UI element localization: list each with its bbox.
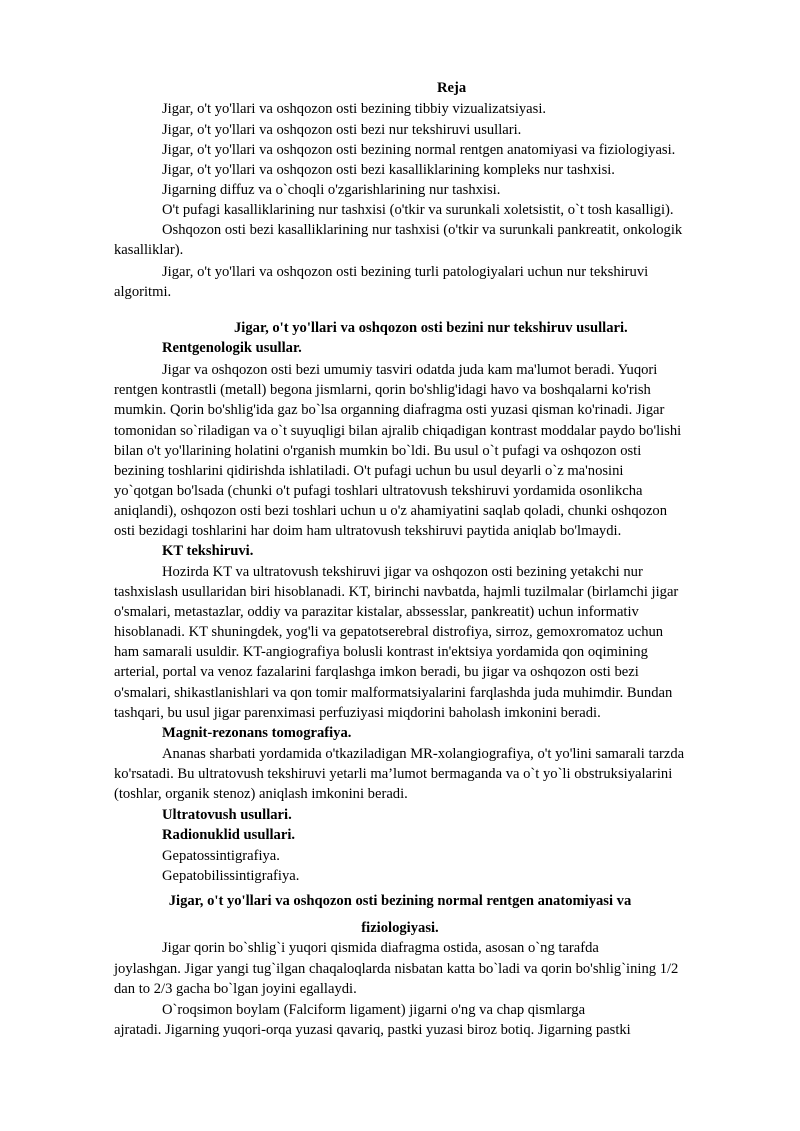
plan-item: Jigar, o't yo'llari va oshqozon osti bezining turli patologiyalari uchun nur tekshiruvi [162,264,649,280]
subheading-ultra: Ultratovush usullari. [162,807,292,823]
section-heading-cont: fiziologiyasi. [361,920,439,936]
paragraph-line: Jigar qorin bo`shlig`i yuqori qismida diafragma ostida, asosan o`ng tarafda [162,940,599,956]
paragraph-line: hisoblanadi. KT shuningdek, yog'li va gepatotserebral distrofiya, sirroz, gemoxromatoz uchun [114,624,664,640]
paragraph-line: aniqlandi), oshqozon osti bezi toshlari uchun u o'z ahamiyatini saqlab qoladi, chunki oshqozon [114,503,668,519]
section-heading: Jigar, o't yo'llari va oshqozon osti bezining normal rentgen anatomiyasi va [168,893,632,909]
plan-item-cont: algoritmi. [114,284,172,300]
plan-item: Jigar, o't yo'llari va oshqozon osti bezi kasalliklarining kompleks nur tashxisi. [162,162,615,178]
paragraph-line: o'smalari, metastazlar, oddiy va parazitar kistalar, abssesslar, pankreatit) uchun informativ [114,604,639,620]
plan-item: Jigar, o't yo'llari va oshqozon osti bezi nur tekshiruvi usullari. [162,122,522,138]
paragraph-line: Hozirda KT va ultratovush tekshiruvi jigar va oshqozon osti bezining yetakchi nur [162,564,643,580]
subheading-rentgen: Rentgenologik usullar. [162,340,302,356]
paragraph-line: joylashgan. Jigar yangi tug`ilgan chaqaloqlarda nisbatan katta bo`ladi va qorin bo'shlig`ining 1/2 [114,961,679,977]
paragraph-line: bezining toshlarini qidirishda ishlatiladi. O't pufagi uchun bu usul deyarli o`z ma'nosini [114,463,624,479]
subheading-kt: KT tekshiruvi. [162,543,254,559]
subheading-mrt: Magnit-rezonans tomografiya. [162,725,352,741]
paragraph-line: mumkin. Qorin bo'shlig'ida gaz bo`lsa organning diafragma osti yuzasi qisman ko'rinadi. Jigar [114,402,665,418]
paragraph-line: tashqari, bu usul jigar parenximasi perfuziyasi miqdorini baholash imkonini beradi. [114,705,601,721]
paragraph-line: (toshlar, organik stenoz) aniqlash imkonini beradi. [114,786,408,802]
paragraph-line: Jigar va oshqozon osti bezi umumiy tasviri odatda juda kam ma'lumot beradi. Yuqori [162,362,658,378]
list-item: Gepatossintigrafiya. [162,848,280,864]
plan-item: Jigar, o't yo'llari va oshqozon osti bezining normal rentgen anatomiyasi va fiziologiyasi. [162,142,676,158]
paragraph-line: Ananas sharbati yordamida o'tkaziladigan MR-xolangiografiya, o't yo'lini samarali tarzda [162,746,685,762]
paragraph-line: rentgen kontrastli (metall) begona jismlarni, qorin bo'shlig'idagi havo va boshqalarni ko'rish [114,382,651,398]
section-heading: Jigar, o't yo'llari va oshqozon osti bezini nur tekshiruv usullari. [234,320,628,336]
plan-item: O't pufagi kasalliklarining nur tashxisi (o'tkir va surunkali xoletsistit, o`t tosh kasalligi). [162,202,674,218]
paragraph-line: bilan o't yo'llarining holatini o'rganish mumkin bo`ldi. Bu usul o`t pufagi va oshqozon osti [114,443,642,459]
subheading-radio: Radionuklid usullari. [162,827,296,843]
plan-title: Reja [437,80,467,96]
paragraph-line: dan to 2/3 gacha bo`lgan joyini egallaydi. [114,981,357,997]
paragraph-line: yo`qotgan bo'lsada (chunki o't pufagi toshlari ultratovush tekshiruvi yordamida osonlikcha [114,483,643,499]
paragraph-line: tomonidan so`riladigan va o`t suyuqligi bilan ajralib chiqadigan kontrast moddalar paydo bo'lishi [114,423,682,439]
paragraph-line: ham samarali usuldir. KT-angiografiya bolusli kontrast in'ektsiya yordamida qon oqimining [114,644,648,660]
paragraph-line: tashxislash usullaridan biri hisoblanadi. KT, birinchi navbatda, hajmli tuzilmalar (birlamchi jigar [114,584,679,600]
plan-item: Jigarning diffuz va o`choqli o'zgarishlarining nur tashxisi. [162,182,501,198]
plan-item: Oshqozon osti bezi kasalliklarining nur tashxisi (o'tkir va surunkali pankreatit, onkologik [162,222,683,238]
paragraph-line: O`roqsimon boylam (Falciform ligament) jigarni o'ng va chap qismlarga [162,1002,586,1018]
paragraph-line: ko'rsatadi. Bu ultratovush tekshiruvi yetarli ma’lumot bermaganda va o`t yo`li obstruksiyalarini [114,766,673,782]
paragraph-line: ajratadi. Jigarning yuqori-orqa yuzasi qavariq, pastki yuzasi biroz botiq. Jigarning pastki [114,1022,631,1038]
plan-item: Jigar, o't yo'llari va oshqozon osti bezining tibbiy vizualizatsiyasi. [162,101,547,117]
paragraph-line: o'smalari, shikastlanishlari va qon tomir malformatsiyalarini farqlashda juda muhimdir. Bundan [114,685,673,701]
plan-item-cont: kasalliklar). [114,242,184,258]
paragraph-line: osti bezidagi toshlarini har doim ham ultratovush tekshiruvi paytida aniqlab bo'lmaydi. [114,523,622,539]
paragraph-line: arterial, portal va venoz fazalarini farqlashga imkon beradi, bu jigar va oshqozon osti bezi [114,664,639,680]
list-item: Gepatobilissintigrafiya. [162,868,300,884]
